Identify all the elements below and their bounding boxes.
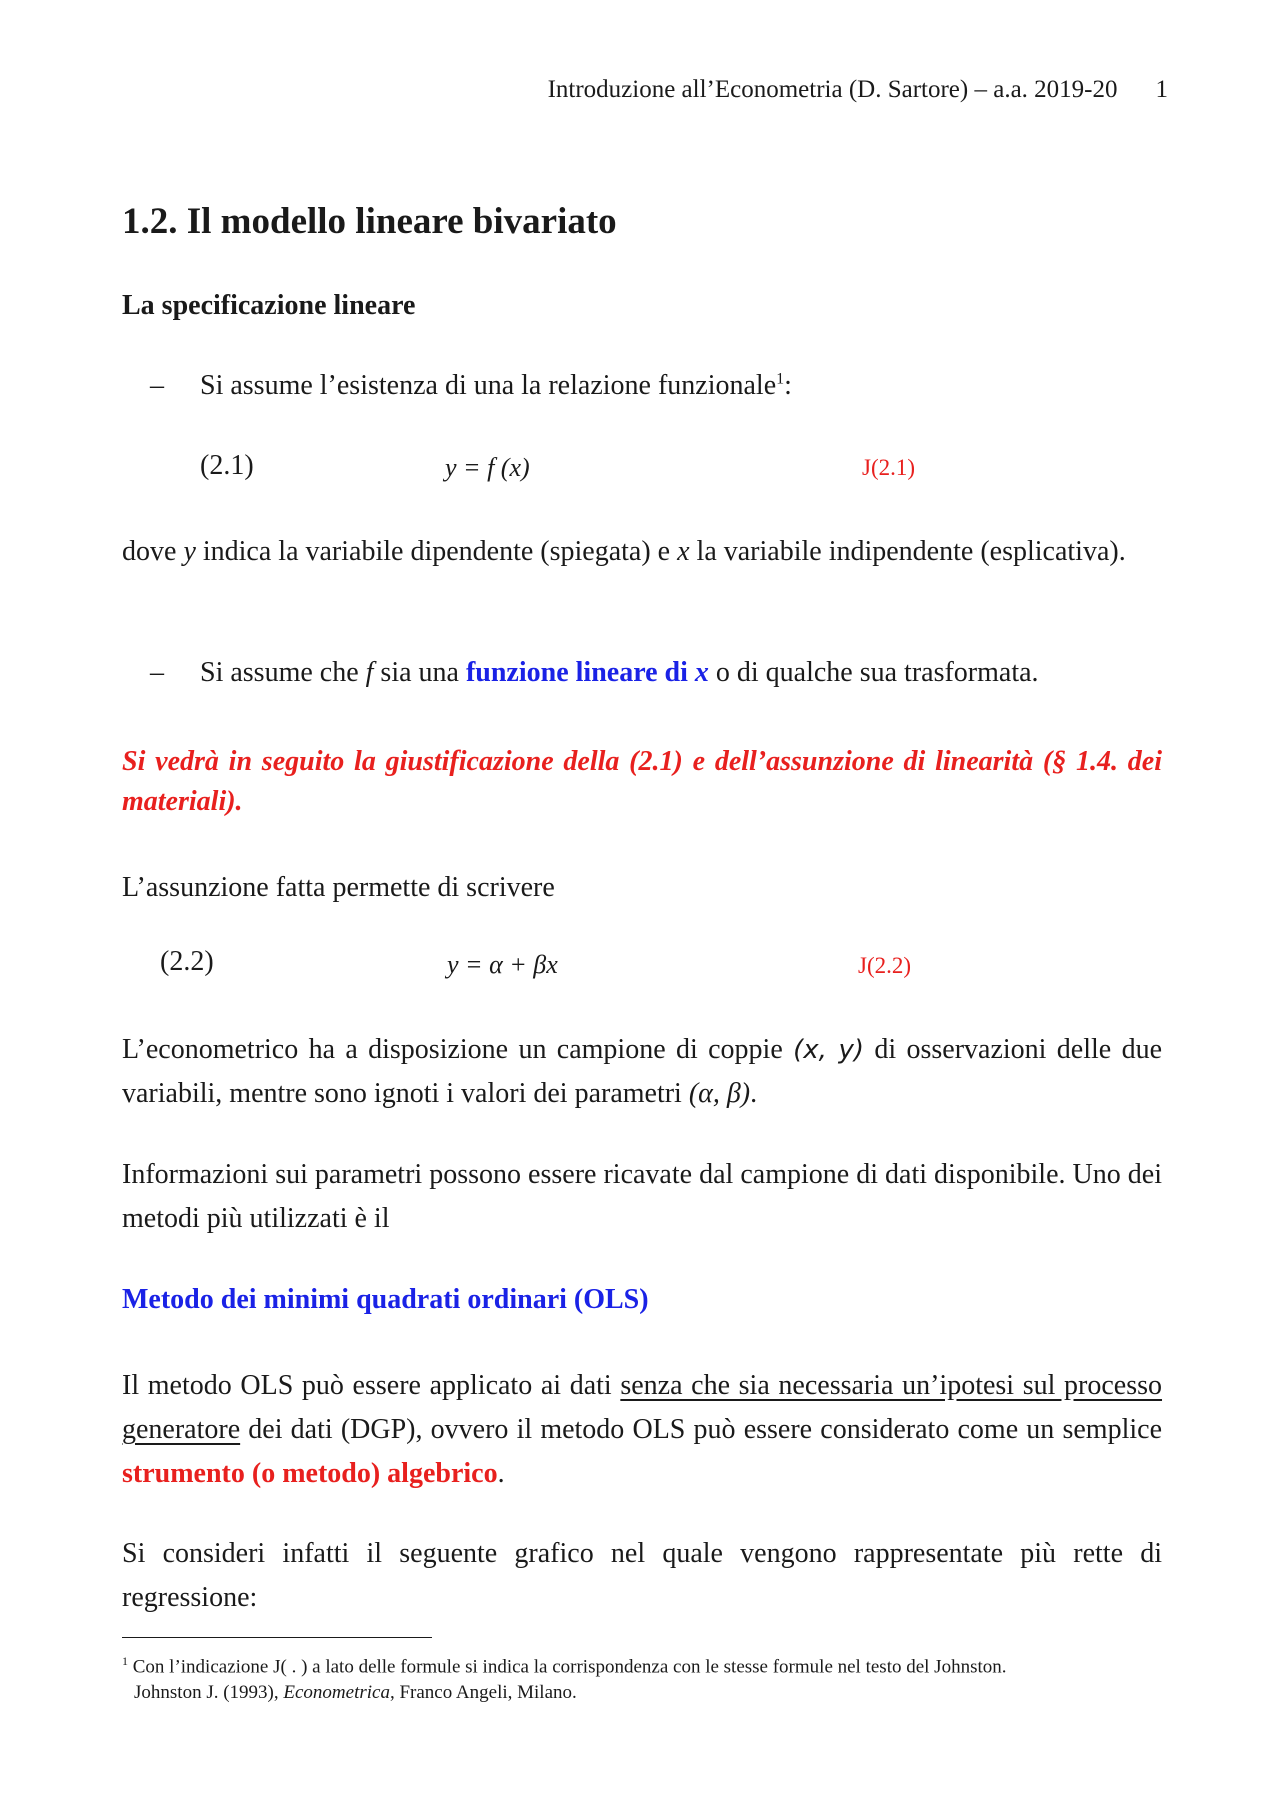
footnote [122,1648,1007,1706]
subsection-title: La specificazione lineare [122,290,416,321]
paragraph-assumption: L’assunzione fatta permette di scrivere [122,872,555,903]
equation-2-2: y = α + βx [447,950,558,979]
parameters: (α, β) [688,1078,751,1109]
johnston-ref-2-2: J(2.2) [858,953,912,978]
algebraic-tool-highlight: strumento (o metodo) algebrico [122,1458,498,1489]
bullet-1-text: Si assume l’esistenza di una la relazione funzionale [200,370,777,401]
paragraph-ols: Il metodo OLS può essere applicato ai dati senza che sia necessaria un’ipotesi sul processo generatore dei dati (DGP), ovvero il metodo OLS può essere considerato come un semplice strumento (o metodo) algebrico. [122,1370,1163,1489]
equation-2-1: y = f (x) [445,453,530,482]
linear-function-highlight: funzione lineare di x [465,657,709,688]
bullet-1: Si assume l’esistenza di una la relazione funzionale$^1$: [200,370,792,401]
paragraph-sample: L’econometrico ha a disposizione un campione di coppie (x, y) di osservazioni delle due variabili, mentre sono ignoti i valori dei parametri (α, β). [122,1034,1162,1109]
running-title: Introduzione all’Econometria (D. Sartore) – a.a. 2019-20 [547,76,1118,103]
bullet-dash-2: – [150,657,164,688]
underlined-phrase: senza che sia necessaria un’ipotesi sul processo generatore [122,1370,1163,1445]
footnote-separator [122,1637,432,1638]
linearity-note: Si vedrà in seguito la giustificazione della (2.1) e dell’assunzione di linearità (§ 1.4. dei materiali). [122,746,1162,817]
johnston-ref-2-1: J(2.1) [862,455,916,480]
section-title: 1.2. Il modello lineare bivariato [122,201,617,242]
paragraph-graph-intro: Si consideri infatti il seguente grafico nel quale vengono rappresentate più rette di regressione: [122,1538,1162,1613]
footnote-ref[interactable]: 1 [776,370,785,388]
bullet-2: Si assume che f sia una funzione lineare di x o di qualche sua trasformata. [200,657,1039,688]
paragraph-information: Informazioni sui parametri possono essere ricavate dal campione di dati disponibile. Uno dei metodi più utilizzati è il [122,1159,1162,1234]
observation-pair: (x, y) [793,1035,865,1065]
footnote-line-2: Johnston J. (1993), Econometrica, Franco Angeli, Milano. [134,1682,577,1704]
paragraph-variables: dove y indica la variabile dipendente (spiegata) e x la variabile indipendente (esplicativa). [122,536,1126,567]
running-header [548,76,1168,104]
footnote-line-1: $^1$ Con l’indicazione J( . ) a lato delle formule si indica la corrispondenza con le stesse formule nel testo del Johnston. [122,1654,1007,1678]
ols-heading: Metodo dei minimi quadrati ordinari (OLS) [122,1284,649,1315]
equation-number-2-2: (2.2) [160,946,214,977]
bullet-dash: – [150,370,164,401]
equation-number-2-1: (2.1) [200,450,254,481]
page-number: 1 [1155,76,1168,103]
